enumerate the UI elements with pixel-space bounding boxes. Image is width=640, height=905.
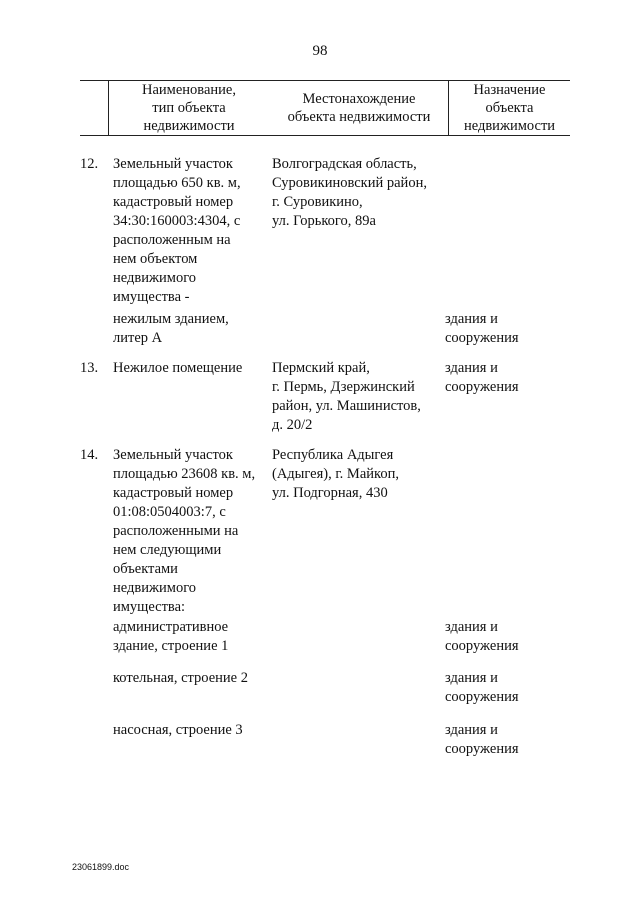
row-number: 14. <box>80 447 99 463</box>
object-location: Республика Адыгея (Адыгея), г. Майкоп, ул. Подгорная, 430 <box>272 447 399 501</box>
object-name: Нежилое помещение <box>113 360 243 376</box>
object-name: нежилым зданием, литер А <box>113 311 229 346</box>
object-purpose: здания и сооружения <box>445 311 519 346</box>
row-number: 12. <box>80 156 99 172</box>
header-name: Наименование, тип объекта недвижимости <box>142 82 236 134</box>
page-number: 98 <box>312 43 328 59</box>
object-purpose: здания и сооружения <box>445 722 519 757</box>
object-name: котельная, строение 2 <box>113 670 248 686</box>
header-purpose: Назначение объекта недвижимости <box>463 82 556 134</box>
object-name: Земельный участок площадью 650 кв. м, кадастровый номер 34:30:160003:4304, с расположенным на нем объектом недвижимого имущества - <box>113 156 241 305</box>
object-name: Земельный участок площадью 23608 кв. м, кадастровый номер 01:08:0504003:7, с расположенными на нем следующими объектами недвижимого имущества: <box>113 447 256 615</box>
row-number: 13. <box>80 360 99 376</box>
object-location: Волгоградская область, Суровикиновский район, г. Суровикино, ул. Горького, 89а <box>272 156 427 229</box>
header-location: Местонахождение объекта недвижимости <box>287 91 431 125</box>
object-purpose: здания и сооружения <box>445 619 519 654</box>
document-filename: 23061899.doc <box>72 862 130 872</box>
table-header <box>80 80 570 136</box>
object-location: Пермский край, г. Пермь, Дзержинский район, ул. Машинистов, д. 20/2 <box>272 360 421 433</box>
object-purpose: здания и сооружения <box>445 360 519 395</box>
object-name: насосная, строение 3 <box>113 722 243 738</box>
object-name: административное здание, строение 1 <box>113 619 229 654</box>
object-purpose: здания и сооружения <box>445 670 519 705</box>
